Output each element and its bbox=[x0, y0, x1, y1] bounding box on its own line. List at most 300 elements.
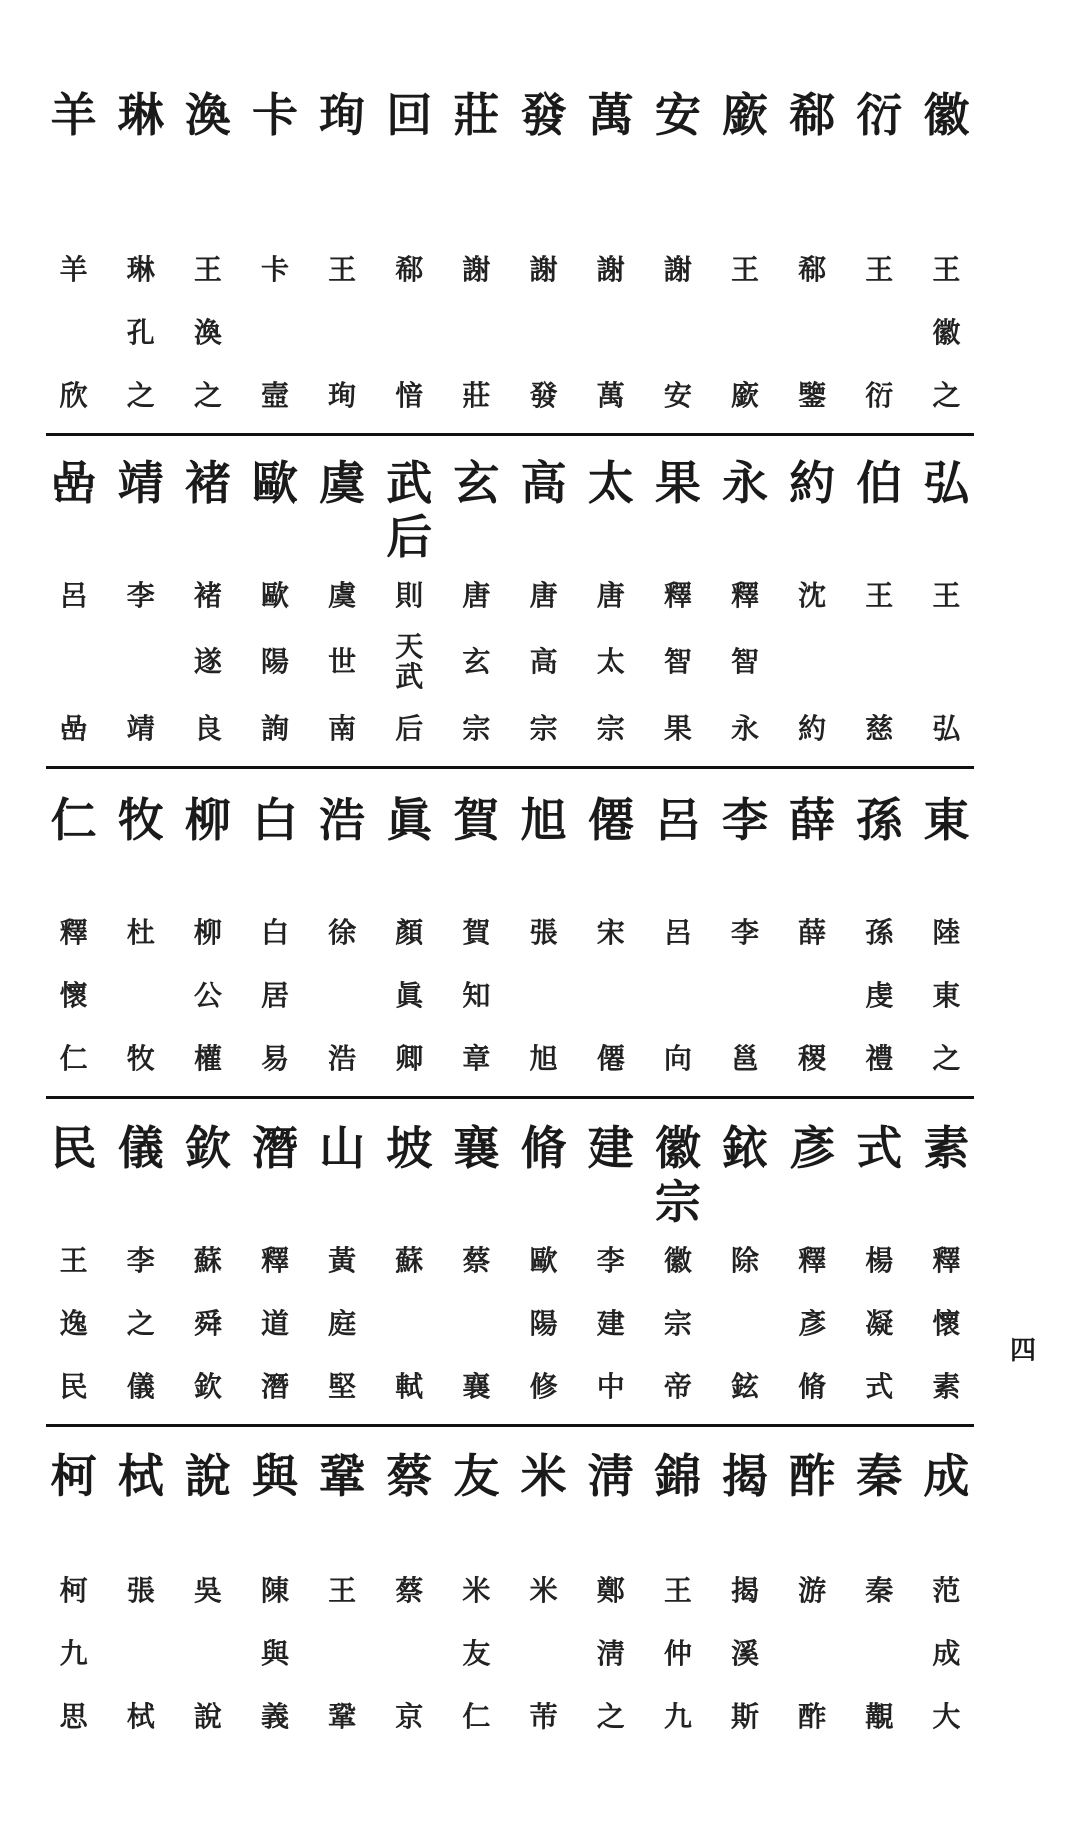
heading-char: 約 bbox=[789, 456, 836, 510]
name-char: 果 bbox=[663, 712, 692, 745]
name-char: 壼 bbox=[260, 379, 289, 412]
heading-char: 潛 bbox=[251, 1121, 298, 1175]
heading-char: 說 bbox=[184, 1449, 231, 1503]
heading-char: 郗 bbox=[789, 88, 836, 142]
name-char: 揭 bbox=[730, 1574, 759, 1607]
heading-char: 安 bbox=[654, 88, 701, 142]
name-char: 京 bbox=[395, 1700, 424, 1733]
heading-row bbox=[40, 1103, 980, 1229]
name-char: 除 bbox=[730, 1244, 759, 1277]
heading-char: 浩 bbox=[319, 793, 366, 847]
name-char: 王 bbox=[865, 253, 894, 286]
name-char: 之 bbox=[126, 1307, 155, 1340]
name-char: 詢 bbox=[260, 712, 289, 745]
name-char: 邕 bbox=[730, 1042, 759, 1075]
name-char: 黃 bbox=[328, 1244, 357, 1277]
name-char: 襄 bbox=[462, 1370, 491, 1403]
heading-char: 儀 bbox=[117, 1121, 164, 1175]
name-char bbox=[644, 964, 711, 1027]
name-char: 之 bbox=[932, 1042, 961, 1075]
name-char: 蘇 bbox=[395, 1244, 424, 1277]
name-char: 徐 bbox=[328, 916, 357, 949]
name-char: 易 bbox=[260, 1042, 289, 1075]
name-char: 道 bbox=[260, 1307, 289, 1340]
heading-char: 衍 bbox=[856, 88, 903, 142]
heading-char: 玄 bbox=[453, 456, 500, 510]
name-char: 謝 bbox=[529, 253, 558, 286]
heading-char: 襄 bbox=[453, 1121, 500, 1175]
heading-char: 靖 bbox=[117, 456, 164, 510]
name-char: 謝 bbox=[663, 253, 692, 286]
name-char: 愔 bbox=[395, 379, 424, 412]
name-char bbox=[913, 627, 980, 697]
name-char: 儀 bbox=[126, 1370, 155, 1403]
name-char: 說 bbox=[193, 1700, 222, 1733]
name-char: 溪 bbox=[730, 1637, 759, 1670]
name-char: 王 bbox=[932, 253, 961, 286]
name-char: 友 bbox=[462, 1637, 491, 1670]
heading-char: 呂 bbox=[654, 793, 701, 847]
name-char bbox=[376, 1292, 443, 1355]
name-char: 僊 bbox=[596, 1042, 625, 1075]
section-4 bbox=[40, 1103, 980, 1427]
heading-char: 脩 bbox=[520, 1121, 567, 1175]
name-char bbox=[510, 301, 577, 364]
heading-char: 弘 bbox=[923, 456, 970, 510]
heading-char: 武后 bbox=[386, 456, 433, 564]
name-char: 眞 bbox=[395, 979, 424, 1012]
name-char: 游 bbox=[798, 1574, 827, 1607]
name-row bbox=[40, 901, 980, 964]
name-char: 義 bbox=[260, 1700, 289, 1733]
name-char: 柳 bbox=[193, 916, 222, 949]
name-char: 李 bbox=[126, 1244, 155, 1277]
heading-char: 嵒 bbox=[50, 456, 97, 510]
heading-char: 永 bbox=[721, 456, 768, 510]
section-divider bbox=[46, 766, 974, 769]
name-char: 衍 bbox=[865, 379, 894, 412]
heading-char: 萬 bbox=[587, 88, 634, 142]
name-char: 王 bbox=[932, 579, 961, 612]
name-char: 欽 bbox=[193, 1370, 222, 1403]
heading-char: 李 bbox=[721, 793, 768, 847]
name-row bbox=[40, 964, 980, 1027]
heading-char: 民 bbox=[50, 1121, 97, 1175]
name-char bbox=[846, 1622, 913, 1685]
heading-char: 僊 bbox=[587, 793, 634, 847]
section-2 bbox=[40, 440, 980, 769]
name-char: 杜 bbox=[126, 916, 155, 949]
name-char: 褚 bbox=[193, 579, 222, 612]
name-char: 莊 bbox=[462, 379, 491, 412]
name-char: 靖 bbox=[126, 712, 155, 745]
name-char: 釋 bbox=[932, 1244, 961, 1277]
section-5 bbox=[40, 1431, 980, 1748]
heading-char: 虞 bbox=[319, 456, 366, 510]
name-char: 卡 bbox=[260, 253, 289, 286]
name-row bbox=[40, 1559, 980, 1622]
name-char: 歐 bbox=[260, 579, 289, 612]
name-char: 遂 bbox=[193, 645, 222, 678]
name-char: 鑒 bbox=[798, 379, 827, 412]
name-char: 王 bbox=[663, 1574, 692, 1607]
name-char bbox=[107, 1622, 174, 1685]
name-char: 楊 bbox=[865, 1244, 894, 1277]
name-char: 天武 bbox=[395, 630, 424, 693]
name-char: 李 bbox=[596, 1244, 625, 1277]
name-char: 則 bbox=[395, 579, 424, 612]
heading-char: 白 bbox=[251, 793, 298, 847]
name-char: 之 bbox=[932, 379, 961, 412]
name-char: 蔡 bbox=[395, 1574, 424, 1607]
section-3 bbox=[40, 773, 980, 1099]
name-row bbox=[40, 1622, 980, 1685]
heading-row bbox=[40, 773, 980, 893]
name-char: 懷 bbox=[932, 1307, 961, 1340]
name-char: 薛 bbox=[798, 916, 827, 949]
name-char: 郗 bbox=[798, 253, 827, 286]
name-char bbox=[577, 301, 644, 364]
name-char: 釋 bbox=[663, 579, 692, 612]
name-char bbox=[711, 301, 778, 364]
heading-char: 淸 bbox=[587, 1449, 634, 1503]
heading-char: 回 bbox=[386, 88, 433, 142]
name-char: 牧 bbox=[126, 1042, 155, 1075]
name-char: 郗 bbox=[395, 253, 424, 286]
heading-char: 果 bbox=[654, 456, 701, 510]
heading-char: 徽宗 bbox=[654, 1121, 701, 1229]
name-char: 之 bbox=[193, 379, 222, 412]
heading-char: 柳 bbox=[184, 793, 231, 847]
name-char bbox=[309, 301, 376, 364]
name-char: 張 bbox=[126, 1574, 155, 1607]
name-char: 陽 bbox=[260, 645, 289, 678]
section-divider bbox=[46, 1424, 974, 1427]
name-char: 米 bbox=[529, 1574, 558, 1607]
name-char: 張 bbox=[529, 916, 558, 949]
name-char: 太 bbox=[596, 645, 625, 678]
name-char: 顏 bbox=[395, 916, 424, 949]
name-char: 廞 bbox=[730, 379, 759, 412]
name-char: 公 bbox=[193, 979, 222, 1012]
name-char: 永 bbox=[730, 712, 759, 745]
name-char bbox=[711, 964, 778, 1027]
heading-char: 柯 bbox=[50, 1449, 97, 1503]
name-char bbox=[779, 1622, 846, 1685]
name-char bbox=[174, 1622, 241, 1685]
name-char: 向 bbox=[663, 1042, 692, 1075]
name-char: 覯 bbox=[865, 1700, 894, 1733]
name-char: 凝 bbox=[865, 1307, 894, 1340]
name-char: 智 bbox=[730, 645, 759, 678]
name-char bbox=[846, 627, 913, 697]
name-char: 渙 bbox=[193, 316, 222, 349]
heading-char: 揭 bbox=[721, 1449, 768, 1503]
name-char: 宗 bbox=[529, 712, 558, 745]
name-char bbox=[779, 301, 846, 364]
heading-char: 米 bbox=[520, 1449, 567, 1503]
name-char: 沈 bbox=[798, 579, 827, 612]
heading-row bbox=[40, 1431, 980, 1549]
name-row bbox=[40, 301, 980, 364]
heading-char: 成 bbox=[923, 1449, 970, 1503]
name-char: 淸 bbox=[596, 1637, 625, 1670]
heading-char: 東 bbox=[923, 793, 970, 847]
heading-char: 眞 bbox=[386, 793, 433, 847]
name-char bbox=[107, 964, 174, 1027]
name-char: 歐 bbox=[529, 1244, 558, 1277]
heading-char: 鞏 bbox=[319, 1449, 366, 1503]
name-char: 約 bbox=[798, 712, 827, 745]
name-char bbox=[577, 964, 644, 1027]
section-divider bbox=[46, 1096, 974, 1099]
name-char: 思 bbox=[59, 1700, 88, 1733]
name-char: 栻 bbox=[126, 1700, 155, 1733]
name-char: 宋 bbox=[596, 916, 625, 949]
name-char: 柯 bbox=[59, 1574, 88, 1607]
name-char: 賀 bbox=[462, 916, 491, 949]
name-char bbox=[443, 1292, 510, 1355]
name-char: 王 bbox=[730, 253, 759, 286]
name-char: 李 bbox=[730, 916, 759, 949]
name-char: 仁 bbox=[462, 1700, 491, 1733]
name-char: 孔 bbox=[126, 316, 155, 349]
name-char: 仲 bbox=[663, 1637, 692, 1670]
heading-char: 渙 bbox=[184, 88, 231, 142]
name-char: 王 bbox=[328, 253, 357, 286]
heading-char: 酢 bbox=[789, 1449, 836, 1503]
heading-char: 徽 bbox=[923, 88, 970, 142]
name-char: 軾 bbox=[395, 1370, 424, 1403]
heading-char: 褚 bbox=[184, 456, 231, 510]
name-char bbox=[107, 627, 174, 697]
name-char: 庭 bbox=[328, 1307, 357, 1340]
name-char: 徽 bbox=[663, 1244, 692, 1277]
name-char: 王 bbox=[59, 1244, 88, 1277]
name-char: 秦 bbox=[865, 1574, 894, 1607]
heading-char: 秦 bbox=[856, 1449, 903, 1503]
heading-char: 蔡 bbox=[386, 1449, 433, 1503]
name-row bbox=[40, 627, 980, 697]
name-char bbox=[443, 301, 510, 364]
heading-char: 高 bbox=[520, 456, 567, 510]
name-char: 琳 bbox=[126, 253, 155, 286]
heading-char: 琳 bbox=[117, 88, 164, 142]
heading-char: 仁 bbox=[50, 793, 97, 847]
name-char: 宗 bbox=[596, 712, 625, 745]
name-char: 舜 bbox=[193, 1307, 222, 1340]
name-char: 蘇 bbox=[193, 1244, 222, 1277]
name-char: 唐 bbox=[462, 579, 491, 612]
name-char: 成 bbox=[932, 1637, 961, 1670]
name-char: 唐 bbox=[529, 579, 558, 612]
name-char: 弘 bbox=[932, 712, 961, 745]
name-char: 居 bbox=[260, 979, 289, 1012]
name-char: 范 bbox=[932, 1574, 961, 1607]
name-char bbox=[376, 301, 443, 364]
name-char: 欣 bbox=[59, 379, 88, 412]
name-char: 鞏 bbox=[328, 1700, 357, 1733]
heading-char: 銥 bbox=[721, 1121, 768, 1175]
name-char: 慈 bbox=[865, 712, 894, 745]
name-char: 王 bbox=[193, 253, 222, 286]
name-char: 修 bbox=[529, 1370, 558, 1403]
heading-char: 旭 bbox=[520, 793, 567, 847]
heading-char: 羊 bbox=[50, 88, 97, 142]
heading-char: 伯 bbox=[856, 456, 903, 510]
heading-char: 發 bbox=[520, 88, 567, 142]
name-char: 章 bbox=[462, 1042, 491, 1075]
name-char: 堅 bbox=[328, 1370, 357, 1403]
name-char: 民 bbox=[59, 1370, 88, 1403]
heading-char: 錦 bbox=[654, 1449, 701, 1503]
name-char: 東 bbox=[932, 979, 961, 1012]
name-char bbox=[40, 301, 107, 364]
name-char bbox=[846, 301, 913, 364]
heading-char: 素 bbox=[923, 1121, 970, 1175]
name-row bbox=[40, 1027, 980, 1090]
heading-char: 歐 bbox=[251, 456, 298, 510]
name-char: 知 bbox=[462, 979, 491, 1012]
heading-char: 卡 bbox=[251, 88, 298, 142]
heading-char: 珣 bbox=[319, 88, 366, 142]
name-char: 九 bbox=[59, 1637, 88, 1670]
name-char: 潛 bbox=[260, 1370, 289, 1403]
name-char: 九 bbox=[663, 1700, 692, 1733]
name-char: 之 bbox=[596, 1700, 625, 1733]
name-char: 謝 bbox=[462, 253, 491, 286]
name-char: 建 bbox=[596, 1307, 625, 1340]
name-char: 虔 bbox=[865, 979, 894, 1012]
name-char: 稷 bbox=[798, 1042, 827, 1075]
name-char: 斯 bbox=[730, 1700, 759, 1733]
name-char: 智 bbox=[663, 645, 692, 678]
name-char: 萬 bbox=[596, 379, 625, 412]
name-char: 王 bbox=[328, 1574, 357, 1607]
heading-char: 賀 bbox=[453, 793, 500, 847]
name-char: 彥 bbox=[798, 1307, 827, 1340]
name-char: 吳 bbox=[193, 1574, 222, 1607]
heading-char: 牧 bbox=[117, 793, 164, 847]
name-row bbox=[40, 1292, 980, 1355]
heading-char: 式 bbox=[856, 1121, 903, 1175]
name-char: 孫 bbox=[865, 916, 894, 949]
name-char: 呂 bbox=[59, 579, 88, 612]
heading-char: 孫 bbox=[856, 793, 903, 847]
name-char: 釋 bbox=[260, 1244, 289, 1277]
name-char: 唐 bbox=[596, 579, 625, 612]
name-char: 釋 bbox=[59, 916, 88, 949]
name-char bbox=[40, 627, 107, 697]
name-char: 卿 bbox=[395, 1042, 424, 1075]
name-char: 脩 bbox=[798, 1370, 827, 1403]
name-char: 鉉 bbox=[730, 1370, 759, 1403]
name-char: 發 bbox=[529, 379, 558, 412]
name-char: 后 bbox=[395, 712, 424, 745]
name-row bbox=[40, 364, 980, 427]
heading-char: 薛 bbox=[789, 793, 836, 847]
name-char: 芾 bbox=[529, 1700, 558, 1733]
name-char: 珣 bbox=[328, 379, 357, 412]
name-char: 中 bbox=[596, 1370, 625, 1403]
name-char bbox=[711, 1292, 778, 1355]
name-char: 陸 bbox=[932, 916, 961, 949]
name-char: 虞 bbox=[328, 579, 357, 612]
name-char: 權 bbox=[193, 1042, 222, 1075]
name-char: 與 bbox=[260, 1637, 289, 1670]
heading-char: 莊 bbox=[453, 88, 500, 142]
name-char: 之 bbox=[126, 379, 155, 412]
name-char: 蔡 bbox=[462, 1244, 491, 1277]
name-char bbox=[779, 627, 846, 697]
name-char: 式 bbox=[865, 1370, 894, 1403]
name-char: 逸 bbox=[59, 1307, 88, 1340]
name-char: 南 bbox=[328, 712, 357, 745]
name-char bbox=[241, 301, 308, 364]
name-row bbox=[40, 697, 980, 760]
name-char: 鄭 bbox=[596, 1574, 625, 1607]
name-char: 釋 bbox=[730, 579, 759, 612]
name-char: 陳 bbox=[260, 1574, 289, 1607]
heading-char: 友 bbox=[453, 1449, 500, 1503]
heading-char: 彥 bbox=[789, 1121, 836, 1175]
section-divider bbox=[46, 433, 974, 436]
name-char: 宗 bbox=[663, 1307, 692, 1340]
name-row bbox=[40, 564, 980, 627]
name-char: 高 bbox=[529, 645, 558, 678]
name-char: 懷 bbox=[59, 979, 88, 1012]
name-char: 浩 bbox=[328, 1042, 357, 1075]
name-char: 安 bbox=[663, 379, 692, 412]
name-char: 白 bbox=[260, 916, 289, 949]
name-char: 宗 bbox=[462, 712, 491, 745]
name-char: 王 bbox=[865, 579, 894, 612]
name-row bbox=[40, 1355, 980, 1418]
heading-char: 山 bbox=[319, 1121, 366, 1175]
name-char: 素 bbox=[932, 1370, 961, 1403]
name-char bbox=[644, 301, 711, 364]
name-char: 徽 bbox=[932, 316, 961, 349]
name-char: 陽 bbox=[529, 1307, 558, 1340]
section-1 bbox=[40, 60, 980, 436]
name-row bbox=[40, 238, 980, 301]
name-char bbox=[309, 1622, 376, 1685]
name-char: 世 bbox=[328, 645, 357, 678]
heading-char: 廞 bbox=[721, 88, 768, 142]
heading-char: 栻 bbox=[117, 1449, 164, 1503]
heading-char: 欽 bbox=[184, 1121, 231, 1175]
name-char bbox=[779, 964, 846, 1027]
name-char bbox=[309, 964, 376, 1027]
heading-char: 太 bbox=[587, 456, 634, 510]
name-char: 呂 bbox=[663, 916, 692, 949]
name-char: 酢 bbox=[798, 1700, 827, 1733]
name-char bbox=[376, 1622, 443, 1685]
name-char: 旭 bbox=[529, 1042, 558, 1075]
heading-char: 與 bbox=[251, 1449, 298, 1503]
name-char: 帝 bbox=[663, 1370, 692, 1403]
heading-char: 坡 bbox=[386, 1121, 433, 1175]
name-char: 良 bbox=[193, 712, 222, 745]
name-char: 羊 bbox=[59, 253, 88, 286]
name-char: 大 bbox=[932, 1700, 961, 1733]
name-char: 李 bbox=[126, 579, 155, 612]
heading-row bbox=[40, 440, 980, 564]
name-char: 玄 bbox=[462, 645, 491, 678]
name-char: 米 bbox=[462, 1574, 491, 1607]
heading-row bbox=[40, 60, 980, 198]
name-row bbox=[40, 1685, 980, 1748]
